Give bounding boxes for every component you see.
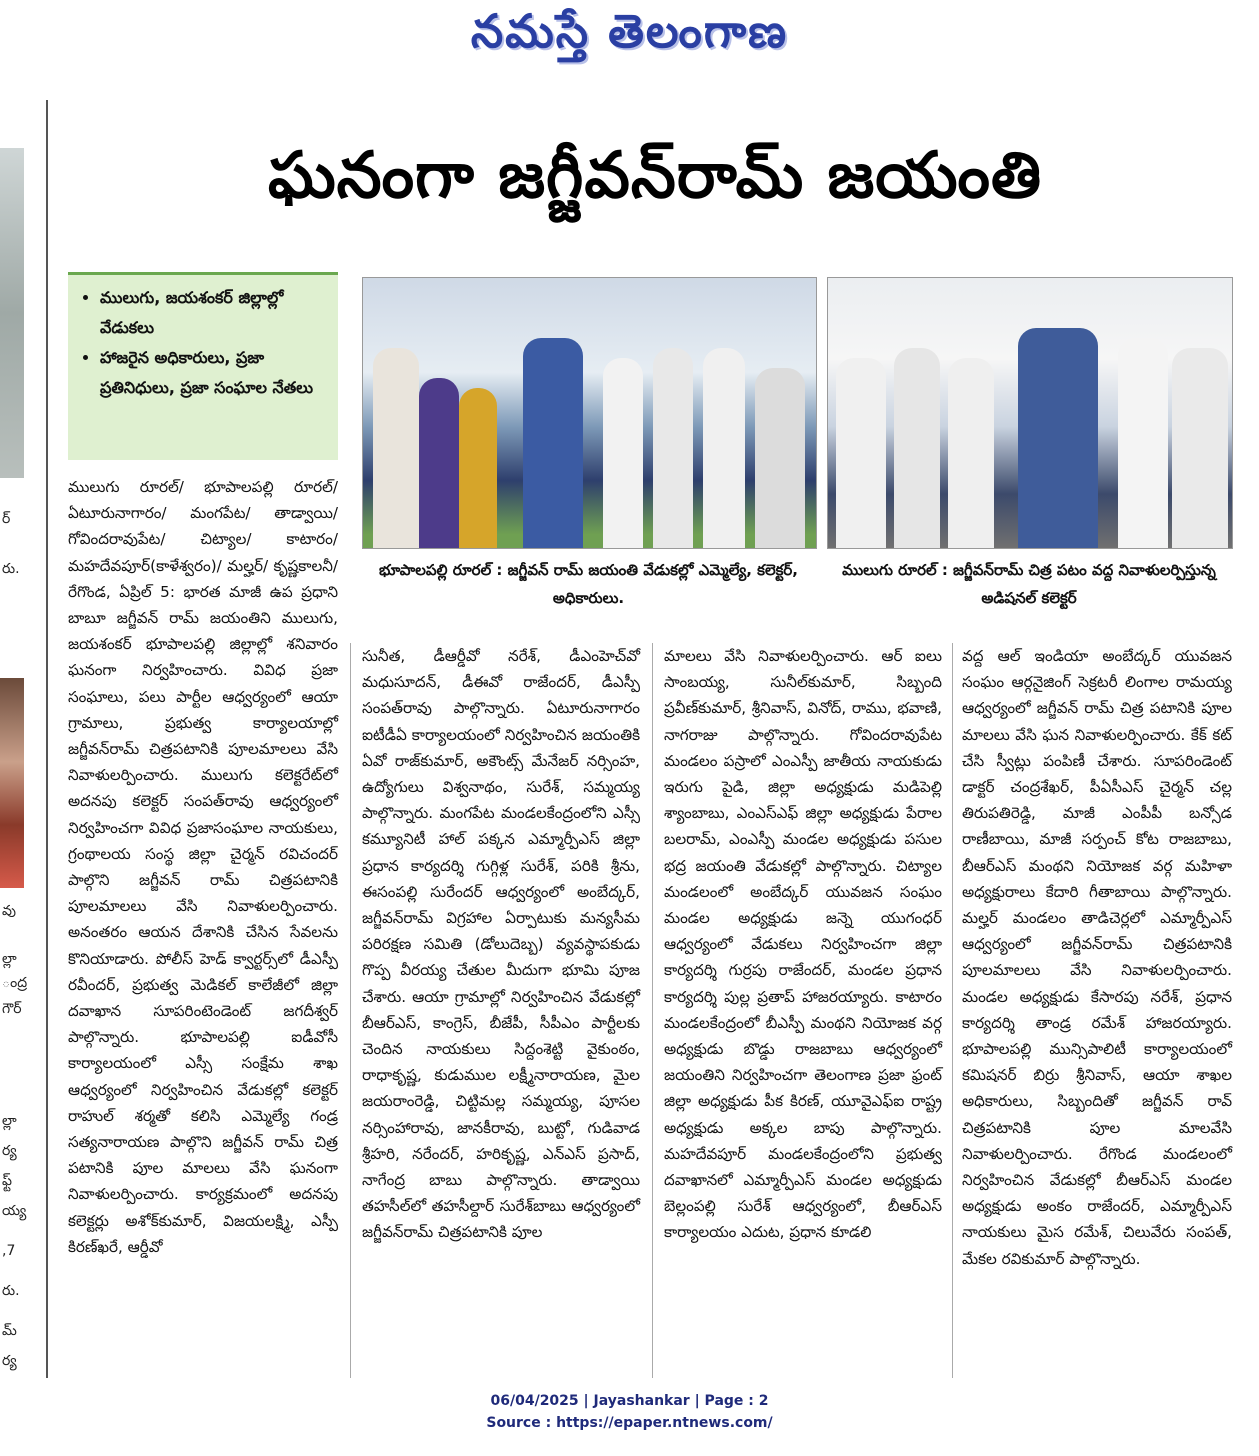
strip-fragment: ఫ్ట్	[2, 1173, 12, 1189]
strip-photo-bottom	[0, 678, 24, 888]
strip-fragment: ర్య	[2, 1353, 17, 1369]
person-figure	[419, 378, 459, 548]
person-figure	[836, 358, 886, 548]
person-figure	[1118, 338, 1168, 548]
photo-caption: ములుగు రూరల్ : జగ్జీవన్‌రామ్ చిత్ర పటం వద్ద నివాళులర్పిస్తున్న అడిషనల్ కలెక్టర్	[842, 561, 1216, 607]
person-figure	[1172, 348, 1228, 548]
footer-edition-info: 06/04/2025 | Jayashankar | Page : 2	[490, 1393, 769, 1409]
strip-fragment: ర్య	[2, 1143, 17, 1159]
column-divider	[652, 643, 653, 1378]
person-figure	[894, 348, 940, 548]
strip-photo-top	[0, 148, 24, 478]
highlights-box	[68, 272, 338, 460]
column-divider	[952, 643, 953, 1378]
strip-fragment: మ్	[2, 1323, 17, 1339]
strip-fragment: ల్లా	[2, 951, 17, 967]
highlight-item: • ములుగు, జయశంకర్ జిల్లాల్లో వేడుకలు	[100, 283, 328, 343]
masthead	[0, 0, 1259, 80]
strip-fragment: ర్	[2, 511, 11, 527]
strip-fragment: ,7	[2, 1243, 16, 1259]
person-figure	[459, 388, 497, 548]
strip-fragment: రు.	[2, 1283, 20, 1299]
person-figure	[703, 348, 745, 548]
article-column-2: సునీత, డీఆర్డీవో నరేశ్, డీఎంహెచ్‌వో మధుసూదన్, డీఈవో రాజేందర్, డీఎస్పీ సంపత్‌రావు పాల్గొన్నారు. ఏటూరునాగారం ఐటీడీఏ కార్యాలయంలో నిర్వహించిన జయంతికి ఏవో రాజ్‌కుమార్, అకౌంట్స్ మేనేజర్ నర్సింహ, ఉద్యోగులు విశ్వనాథం, సురేశ్, సమ్మయ్య పాల్గొన్నారు. మంగపేట మండలకేంద్రంలోని ఎస్సీ కమ్యూనిటీ హాల్ పక్కన ఎమ్మార్పీఎస్ జిల్లా ప్రధాన కార్యదర్శి గుగ్గిళ్ల సురేశ్, పరికి శ్రీను, ఈసంపల్లి సురేందర్ ఆధ్వర్యంలో అంబేద్కర్, జగ్జీవన్‌రామ్ విగ్రహాల ఏర్పాటుకు మన్యసీమ పరిరక్షణ సమితి (డోలుదెబ్బ) వ్యవస్థాపకుడు గొప్ప వీరయ్య చేతుల మీదుగా భూమి పూజ చేశారు. ఆయా గ్రామాల్లో నిర్వహించిన వేడుకల్లో బీఆర్‌ఎస్, కాంగ్రెస్, బీజేపీ, సీపీఎం పార్టీలకు చెందిన నాయకులు సిద్దంశెట్టి వైకుంఠం, రాధాకృష్ణ, కుడుముల లక్ష్మీనారాయణ, మైల జయరాంరెడ్డి, చిట్టిమల్ల సమ్మయ్య, పూసల నర్సింహారావు, జానకీరావు, బుట్టో, గుడివాడ శ్రీహరి, నరేందర్, హరికృష్ణ, ఎన్ఎస్ ప్రసాద్, నాగేంద్ర బాబు పాల్గొన్నారు. తాడ్వాయి తహసీల్‌లో తహసీల్దార్ సురేశ్‌బాబు ఆధ్వర్యంలో జగ్జీవన్‌రామ్ చిత్రపటానికి పూల	[362, 647, 645, 1242]
strip-fragment: రు.	[2, 561, 20, 577]
strip-fragment: ల్లా	[2, 1113, 17, 1129]
page-footer	[0, 1390, 1259, 1434]
strip-fragment: వు	[2, 903, 16, 919]
person-figure	[653, 348, 693, 548]
person-figure	[373, 348, 419, 548]
highlight-item: • హాజరైన అధికారులు, ప్రజా ప్రతినిధులు, ప్రజా సంఘాల నేతలు	[100, 343, 328, 403]
person-figure	[603, 358, 643, 548]
column-divider	[350, 643, 351, 1378]
newspaper-logo: నమస్తే తెలంగాణ	[470, 4, 789, 58]
portrait-frame	[523, 338, 583, 548]
footer-source-link[interactable]: Source : https://epaper.ntnews.com/	[486, 1415, 773, 1431]
portrait-frame	[1018, 328, 1098, 548]
strip-fragment: ంద్ర	[2, 975, 28, 991]
event-photo-mulugu	[827, 277, 1233, 549]
person-figure	[948, 358, 994, 548]
photo-caption: భూపాలపల్లి రూరల్ : జగ్జీవన్ రామ్ జయంతి వేడుకల్లో ఎమ్మెల్యే, కలెక్టర్, అధికారులు.	[378, 561, 799, 607]
previous-page-strip	[0, 100, 42, 1378]
article-headline: ఘనంగా జగ్జీవన్‌రామ్ జయంతి	[267, 139, 1043, 213]
event-photo-bhupalpally	[362, 277, 817, 549]
article-column-3: మాలలు వేసి నివాళులర్పించారు. ఆర్ ఐలు సాంబయ్య, సునీల్‌కుమార్, సిబ్బంది ప్రవీణ్‌కుమార్, శ్రీనివాస్, వినోద్, రాము, భవాణి, నాగరాజు పాల్గొన్నారు. గోవిందరావుపేట మండలం పస్రాలో ఎంఎస్పీ జాతీయ నాయకుడు ఇరుగు పైడి, జిల్లా అధ్యక్షుడు మడిపెల్లి శ్యాంబాబు, ఎంఎస్‌ఎఫ్ జిల్లా అధ్యక్షుడు పేరాల బలరామ్, ఎంఎస్పీ మండల అధ్యక్షుడు పసుల భద్ర జయంతి వేడుకల్లో పాల్గొన్నారు. చిట్యాల మండలంలో అంబేద్కర్ యువజన సంఘం మండల అధ్యక్షుడు జన్నె యుగంధర్ ఆధ్వర్యంలో వేడుకలు నిర్వహించగా జిల్లా కార్యదర్శి గుర్రపు రాజేందర్, మండల ప్రధాన కార్యదర్శి పుల్ల ప్రతాప్ హాజరయ్యారు. కాటారం మండలకేంద్రంలో బీఎస్పీ మంథని నియోజక వర్గ అధ్యక్షుడు బొడ్డు రాజబాబు ఆధ్వర్యంలో జయంతిని నిర్వహించగా తెలంగాణ ప్రజా ఫ్రంట్ జిల్లా అధ్యక్షుడు పీక కిరణ్, యూవైఎఫ్‌ఐ రాష్ట్ర అధ్యక్షుడు అక్కల బాపు పాల్గొన్నారు. మహదేవపూర్ మండలకేంద్రంలోని ప్రభుత్వ దవాఖానలో ఎమ్మార్పీఎస్ మండల అధ్యక్షుడు బెల్లంపల్లి సురేశ్ ఆధ్వర్యంలో, బీఆర్ఎస్ కార్యాలయం ఎదుట, ప్రధాన కూడలి	[664, 647, 947, 1242]
strip-fragment: య్య	[2, 1203, 27, 1219]
strip-fragment: గౌర్	[2, 1001, 22, 1017]
article-column-4: వద్ద ఆల్ ఇండియా అంబేద్కర్ యువజన సంఘం ఆర్గనైజింగ్ సెక్రటరీ లింగాల రామయ్య ఆధ్వర్యంలో జగ్జీవన్ రామ్ చిత్ర పటానికి పూల మాలలు వేసి ఘన నివాళులర్పించారు. కేక్ కట్ చేసి స్వీట్లు పంపిణీ చేశారు. సూపరిండెంట్ డాక్టర్ చంద్రశేఖర్, పీఏసీఎస్ చైర్మన్ చల్ల తిరుపతిరెడ్డి, మాజీ ఎంపీపీ బన్సోడ రాణీబాయి, మాజీ సర్పంచ్ కోట రాజబాబు, బీఆర్ఎస్ మంథని నియోజక వర్గ మహిళా అధ్యక్షురాలు కేదారి గీతాబాయి పాల్గొన్నారు. మల్హర్ మండలం తాడిచెర్లలో ఎమ్మార్పీఎస్ ఆధ్వర్యంలో జగ్జీవన్‌రామ్ చిత్రపటానికి పూలమాలలు వేసి నివాళులర్పించారు. మండల అధ్యక్షుడు కేసారపు నరేశ్, ప్రధాన కార్యదర్శి తాండ్ర రమేశ్ హాజరయ్యారు. భూపాలపల్లి మున్సిపాలిటీ కార్యాలయంలో కమిషనర్ బిర్రు శ్రీనివాస్, ఆయా శాఖల అధికారులు, సిబ్బందితో జగ్జీవన్ రావ్ చిత్రపటానికి పూల మాలవేసి నివాళులర్పించారు. రేగొండ మండలంలో నిర్వహించిన వేడుకల్లో బీఆర్ఎస్ మండల అధ్యక్షుడు అంకం రాజేందర్, ఎమ్మార్పీఎస్ నాయకులు మైస రమేశ్, చిలువేరు సంపత్, మేకల రవికుమార్ పాల్గొన్నారు.	[962, 647, 1237, 1268]
person-figure	[755, 368, 805, 548]
article-column-1: ములుగు రూరల్/ భూపాలపల్లి రూరల్/ ఏటూరునాగారం/ మంగపేట/ తాడ్వాయి/ గోవిందరావుపేట/ చిట్యాల/ కాటారం/ మహదేవపూర్(కాళేశ్వరం)/ మల్హర్/ కృష్ణకాలనీ/ రేగొండ, ఏప్రిల్ 5: భారత మాజీ ఉప ప్రధాని బాబూ జగ్జీవన్ రామ్ జయంతిని ములుగు, జయశంకర్ భూపాలపల్లి జిల్లాల్లో శనివారం ఘనంగా నిర్వహించారు. వివిధ ప్రజా సంఘాలు, పలు పార్టీల ఆధ్వర్యంలో ఆయా గ్రామాలు, ప్రభుత్వ కార్యాలయాల్లో జగ్జీవన్‌రామ్ చిత్రపటానికి పూలమాలలు వేసి నివాళులర్పించారు. ములుగు కలెక్టరేట్‌లో అదనపు కలెక్టర్ సంపత్‌రావు ఆధ్వర్యంలో నిర్వహించగా వివిధ ప్రజాసంఘాల నాయకులు, గ్రంథాలయ సంస్థ జిల్లా చైర్మన్ రవిచందర్ పాల్గొని జగ్జీవన్ రామ్ చిత్రపటానికి పూలమాలలు వేసి నివాళులర్పించారు. అనంతరం ఆయన దేశానికి చేసిన సేవలను కొనియాడారు. పోలీస్ హెడ్ క్వార్టర్స్‌లో డీఎస్పీ రవీందర్, ప్రభుత్వ మెడికల్ కాలేజీలో జిల్లా దవాఖాన సూపరింటెండెంట్ జగదీశ్వర్ పాల్గొన్నారు. భూపాలపల్లి ఐడీవోసీ కార్యాలయంలో ఎస్సీ సంక్షేమ శాఖ ఆధ్వర్యంలో నిర్వహించిన వేడుకల్లో కలెక్టర్ రాహుల్ శర్మతో కలిసి ఎమ్మెల్యే గండ్ర సత్యనారాయణ పాల్గొని జగ్జీవన్ రామ్ చిత్ర పటానికి పూల మాలలు వేసి ఘనంగా నివాళులర్పించారు. కార్యక్రమంలో అదనపు కలెక్టర్లు అశోక్‌కుమార్, విజయలక్ష్మి, ఎస్పీ కిరణ్‌ఖరే, ఆర్డీవో	[68, 478, 343, 1256]
